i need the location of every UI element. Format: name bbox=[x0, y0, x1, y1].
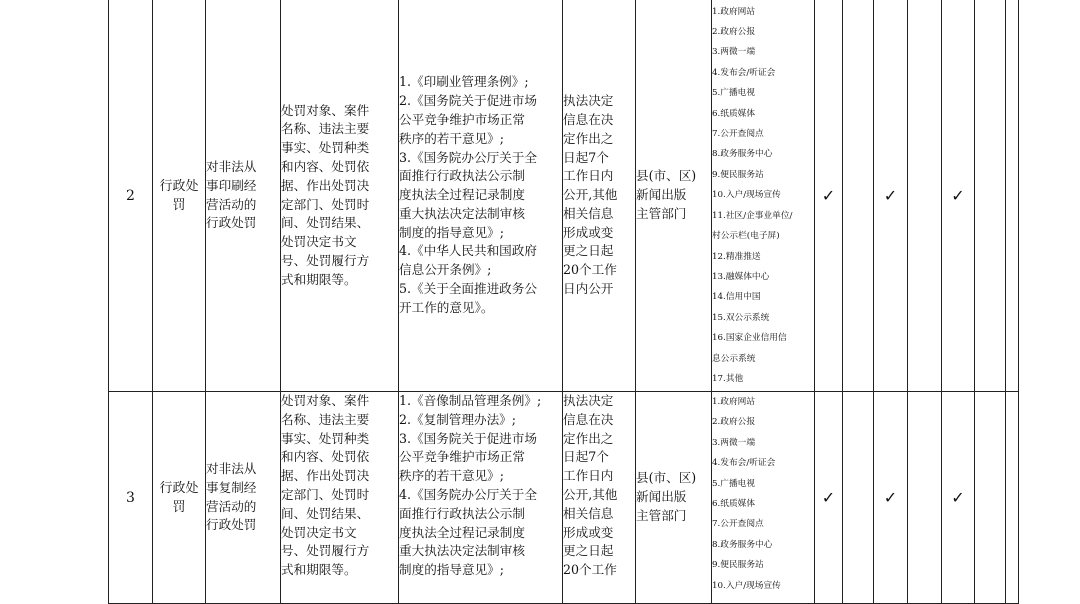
basis-line: 制度的指导意见》; bbox=[399, 562, 504, 578]
content-line: 号、处罚履行方 bbox=[281, 543, 370, 559]
channel-item: 1.政府网站 bbox=[712, 6, 756, 17]
time-line: 工作日内 bbox=[563, 468, 614, 484]
channel-item: 10.入户/现场宣传 bbox=[712, 580, 781, 591]
item-line: 对非法从 bbox=[206, 460, 257, 476]
channel-item: 2.政府公报 bbox=[712, 417, 756, 428]
content-line: 定部门、处罚时 bbox=[281, 486, 370, 502]
time-line: 执法决定 bbox=[563, 393, 614, 408]
content-line: 式和期限等。 bbox=[281, 271, 357, 287]
channel-item: 10.入户/现场宣传 bbox=[712, 190, 781, 201]
time-line: 信息在决 bbox=[563, 411, 614, 427]
time-line: 形成或变 bbox=[563, 524, 614, 540]
basis-line: 信息公开条例》; bbox=[399, 262, 492, 278]
time-cell bbox=[563, 392, 636, 604]
basis-line: 重大执法决定法制审核 bbox=[399, 205, 525, 221]
time-line: 公开,其他 bbox=[563, 187, 618, 203]
item-cell bbox=[206, 0, 281, 392]
basis-cell bbox=[399, 0, 563, 392]
channel-item: 16.国家企业信用信 bbox=[712, 333, 787, 344]
category-line: 处罚 bbox=[172, 178, 199, 213]
basis-line: 秩序的若干意见》; bbox=[399, 468, 504, 484]
table-row bbox=[109, 392, 1019, 604]
basis-line: 制度的指导意见》; bbox=[399, 224, 504, 240]
empty-check-cell bbox=[908, 392, 942, 604]
time-line: 20个工作 bbox=[563, 262, 617, 278]
channels-cell bbox=[712, 0, 815, 392]
time-line: 更之日起 bbox=[563, 243, 614, 259]
content-cell bbox=[281, 0, 399, 392]
subject-cell bbox=[636, 392, 712, 604]
item-line: 营活动的 bbox=[206, 498, 257, 514]
table-row bbox=[109, 0, 1019, 392]
time-line: 日起7个 bbox=[563, 149, 609, 165]
basis-line: 1.《音像制品管理条例》; bbox=[399, 393, 542, 408]
check-mark-icon: ✓ bbox=[874, 0, 908, 392]
content-line: 号、处罚履行方 bbox=[281, 252, 370, 268]
basis-line: 3.《国务院办公厅关于全 bbox=[399, 149, 537, 165]
empty-check-cell bbox=[1006, 0, 1019, 392]
channel-item: 7.公开查阅点 bbox=[712, 129, 764, 140]
content-line: 和内容、处罚依 bbox=[281, 449, 370, 465]
item-line: 营活动的 bbox=[206, 196, 257, 212]
row-number: 3 bbox=[109, 392, 153, 604]
check-mark-icon: ✓ bbox=[815, 0, 843, 392]
time-line: 公开,其他 bbox=[563, 486, 618, 502]
channel-item: 6.纸质媒体 bbox=[712, 108, 756, 119]
content-line: 间、处罚结果、 bbox=[281, 505, 370, 521]
empty-check-cell bbox=[843, 392, 874, 604]
basis-line: 面推行行政执法公示制 bbox=[399, 505, 525, 521]
time-line: 形成或变 bbox=[563, 224, 614, 240]
basis-line: 4.《中华人民共和国政府 bbox=[399, 243, 537, 259]
subject-line: 主管部门 bbox=[636, 205, 687, 221]
item-line: 事印刷经 bbox=[206, 177, 257, 193]
time-line: 日内公开 bbox=[563, 281, 614, 297]
time-cell bbox=[563, 0, 636, 392]
time-line: 工作日内 bbox=[563, 168, 614, 184]
time-line: 定作出之 bbox=[563, 430, 614, 446]
category-line: 行政 bbox=[159, 178, 186, 194]
item-line: 对非法从 bbox=[206, 158, 257, 174]
content-line: 据、作出处罚决 bbox=[281, 177, 370, 193]
time-line: 相关信息 bbox=[563, 505, 614, 521]
category-line: 处罚 bbox=[172, 480, 199, 515]
time-line: 更之日起 bbox=[563, 543, 614, 559]
check-mark-icon: ✓ bbox=[942, 0, 975, 392]
channel-item: 9.便民服务站 bbox=[712, 169, 764, 180]
content-line: 名称、违法主要 bbox=[281, 411, 370, 427]
empty-check-cell bbox=[1006, 392, 1019, 604]
content-line: 间、处罚结果、 bbox=[281, 215, 370, 231]
basis-line: 公平竞争维护市场正常 bbox=[399, 111, 525, 127]
channel-item: 2.政府公报 bbox=[712, 27, 756, 38]
channel-item: 14.信用中国 bbox=[712, 292, 761, 303]
basis-line: 4.《国务院办公厅关于全 bbox=[399, 486, 537, 502]
subject-line: 新闻出版 bbox=[636, 489, 687, 505]
content-line: 处罚对象、案件 bbox=[281, 102, 370, 118]
basis-line: 5.《关于全面推进政务公 bbox=[399, 281, 537, 297]
row-number: 2 bbox=[109, 0, 153, 392]
time-line: 定作出之 bbox=[563, 130, 614, 146]
content-line: 式和期限等。 bbox=[281, 562, 357, 578]
channel-item: 3.两微一端 bbox=[712, 47, 756, 58]
empty-check-cell bbox=[908, 0, 942, 392]
channel-item: 8.政务服务中心 bbox=[712, 149, 773, 160]
content-line: 处罚对象、案件 bbox=[281, 393, 370, 408]
subject-line: 主管部门 bbox=[636, 507, 687, 523]
subject-line: 县(市、区) bbox=[636, 470, 697, 486]
channel-item: 4.发布会/听证会 bbox=[712, 458, 776, 469]
basis-cell bbox=[399, 392, 563, 604]
basis-line: 2.《国务院关于促进市场 bbox=[399, 93, 537, 109]
channel-item: 5.广播电视 bbox=[712, 88, 756, 99]
basis-line: 度执法全过程记录制度 bbox=[399, 524, 525, 540]
category-cell bbox=[153, 392, 206, 604]
basis-line: 2.《复制管理办法》; bbox=[399, 411, 517, 427]
check-mark-icon: ✓ bbox=[942, 392, 975, 604]
basis-line: 1.《印刷业管理条例》; bbox=[399, 74, 529, 90]
content-cell bbox=[281, 392, 399, 604]
category-cell bbox=[153, 0, 206, 392]
item-line: 事复制经 bbox=[206, 479, 257, 495]
check-mark-icon: ✓ bbox=[815, 392, 843, 604]
content-line: 名称、违法主要 bbox=[281, 121, 370, 137]
channel-item: 9.便民服务站 bbox=[712, 560, 764, 571]
content-line: 处罚决定书文 bbox=[281, 234, 357, 250]
time-line: 执法决定 bbox=[563, 93, 614, 109]
content-line: 据、作出处罚决 bbox=[281, 468, 370, 484]
channel-item: 3.两微一端 bbox=[712, 437, 756, 448]
channel-item: 4.发布会/听证会 bbox=[712, 67, 776, 78]
channel-item: 13.融媒体中心 bbox=[712, 271, 770, 282]
channel-item: 5.广播电视 bbox=[712, 478, 756, 489]
channel-item: 15.双公示系统 bbox=[712, 312, 770, 323]
channels-cell bbox=[712, 392, 815, 604]
channel-item: 1.政府网站 bbox=[712, 397, 756, 407]
channel-item: 12.精准推送 bbox=[712, 251, 761, 262]
check-mark-icon: ✓ bbox=[874, 392, 908, 604]
channel-item: 11.社区/企事业单位/ bbox=[712, 210, 793, 221]
category-line: 行政 bbox=[159, 480, 186, 496]
subject-line: 新闻出版 bbox=[636, 187, 687, 203]
channel-item: 7.公开查阅点 bbox=[712, 519, 764, 530]
channel-item: 17.其他 bbox=[712, 373, 744, 384]
time-line: 信息在决 bbox=[563, 111, 614, 127]
channel-item: 8.政务服务中心 bbox=[712, 539, 773, 550]
subject-cell bbox=[636, 0, 712, 392]
time-line: 20个工作 bbox=[563, 562, 617, 578]
time-line: 日起7个 bbox=[563, 449, 609, 465]
channel-item: 6.纸质媒体 bbox=[712, 499, 756, 510]
channel-item: 村公示栏(电子屏) bbox=[712, 231, 780, 242]
content-line: 事实、处罚种类 bbox=[281, 140, 370, 156]
time-line: 相关信息 bbox=[563, 205, 614, 221]
basis-line: 3.《国务院关于促进市场 bbox=[399, 430, 537, 446]
content-line: 事实、处罚种类 bbox=[281, 430, 370, 446]
item-cell bbox=[206, 392, 281, 604]
basis-line: 秩序的若干意见》; bbox=[399, 130, 504, 146]
empty-check-cell bbox=[975, 0, 1006, 392]
empty-check-cell bbox=[975, 392, 1006, 604]
basis-line: 面推行行政执法公示制 bbox=[399, 168, 525, 184]
disclosure-table bbox=[108, 0, 1019, 604]
basis-line: 公平竞争维护市场正常 bbox=[399, 449, 525, 465]
channel-item: 息公示系统 bbox=[712, 353, 756, 364]
empty-check-cell bbox=[843, 0, 874, 392]
content-line: 处罚决定书文 bbox=[281, 524, 357, 540]
item-line: 行政处罚 bbox=[206, 517, 257, 533]
item-line: 行政处罚 bbox=[206, 215, 257, 231]
content-line: 和内容、处罚依 bbox=[281, 158, 370, 174]
content-line: 定部门、处罚时 bbox=[281, 196, 370, 212]
basis-line: 重大执法决定法制审核 bbox=[399, 543, 525, 559]
basis-line: 度执法全过程记录制度 bbox=[399, 187, 525, 203]
subject-line: 县(市、区) bbox=[636, 168, 697, 184]
basis-line: 开工作的意见》。 bbox=[399, 299, 494, 315]
